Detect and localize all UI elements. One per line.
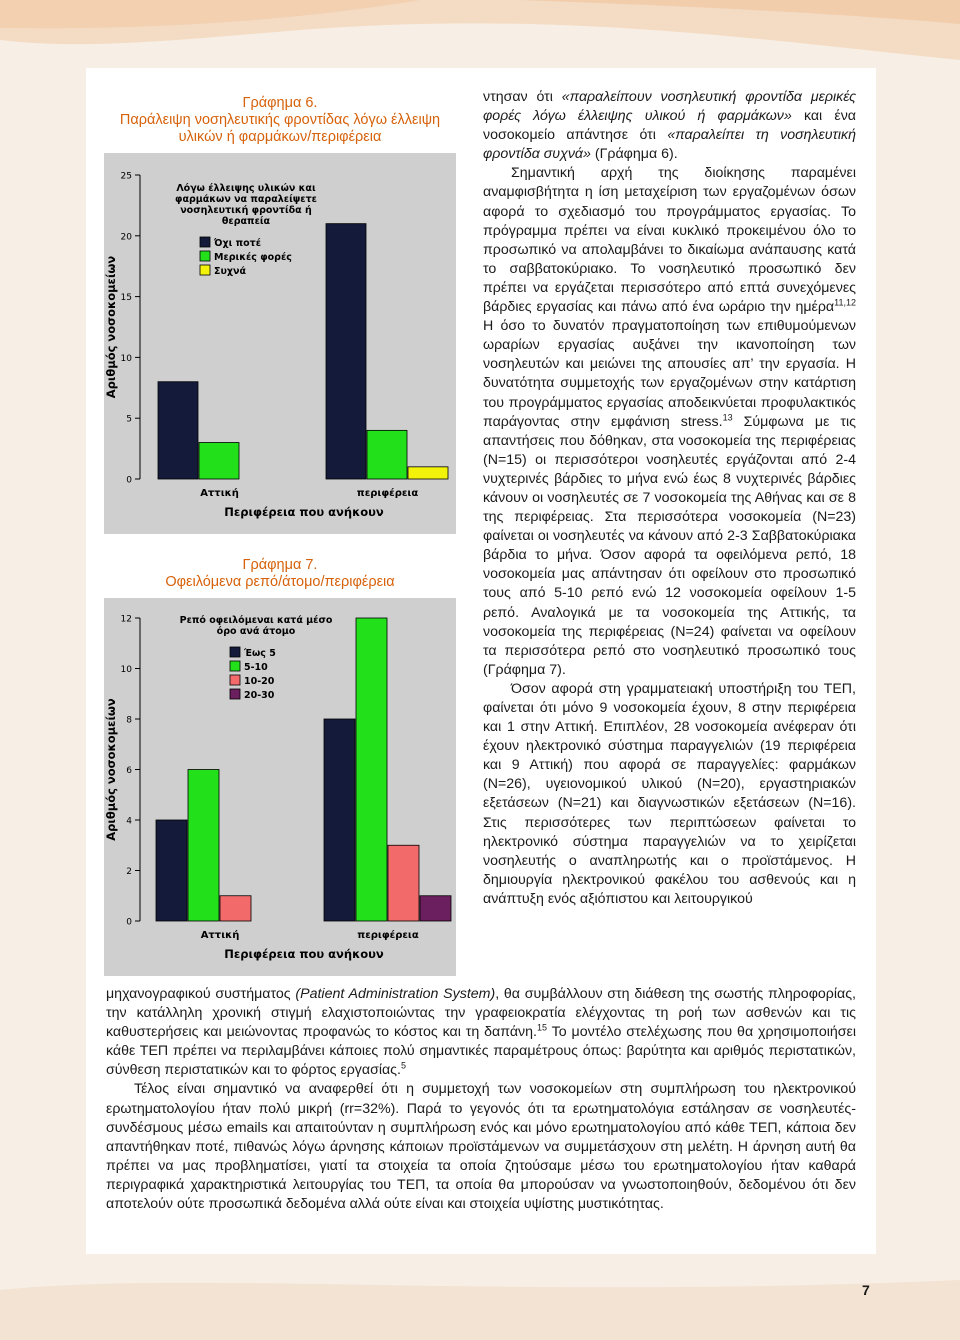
figure-6-title-line: υλικών ή φαρμάκων/περιφέρεια (178, 129, 382, 145)
text-run: μηχανογραφικού συστήματος (106, 986, 296, 1002)
citation-superscript: 13 (722, 411, 733, 422)
figure-6-caption (100, 95, 460, 146)
figure-6-chart-svg (104, 153, 456, 534)
bar-Έως-5 (324, 719, 355, 921)
y-tick-label: 2 (126, 867, 132, 877)
right-text-column (483, 88, 856, 909)
y-tick-label: 15 (120, 293, 132, 304)
y-tick-label: 12 (120, 614, 132, 625)
figure-7-caption (100, 557, 460, 591)
y-tick-label: 8 (126, 715, 132, 726)
y-axis-label: Αριθμός νοσοκομείων (104, 255, 118, 399)
full-width-text (106, 985, 856, 1214)
bar-Μερικές-φορές (367, 430, 407, 479)
bar-10-20 (220, 896, 251, 921)
legend-title-line: Λόγω έλλειψης υλικών και (176, 183, 316, 194)
x-axis-label: Περιφέρεια που ανήκουν (224, 505, 384, 519)
italic-text: «παραλείπουν νοσηλευτική φροντίδα μερικές φορές λόγω έλλειψης υλικού ή φαρμάκων» (483, 89, 856, 125)
legend-title-line: νοσηλευτική φροντίδα ή (180, 205, 312, 216)
text-run: Τέλος είναι σημαντικό να αναφερθεί ότι η συμμετοχή των νοσοκομείων στη συμπλήρωση του ηλεκτρονικού ερωτηματολογίου ήταν πολύ μικρή (rr=32%). Παρά το γεγονός ότι τα ερωτηματολόγια εστάλησαν σε νοσηλευτές-συνδέσμους μέσω emails και απαιτούνταν η συμπλήρωση ενός και μόνο ερωτηματολογίου από κάθε ΤΕΠ, κάποια δεν απαντήθηκαν ποτέ, πιθανώς λόγω άρνησης κάποιων προϊστάμενων να συμμετάσχουν στη μελέτη. Η άρνηση αυτή θα πρέπει να μας προβληματίσει, γιατί τα στοιχεία τα οποία ζητούσαμε μέσω του ερωτηματολογίου ήταν καθαρά περιγραφικά χαρακτηριστικά λειτουργίας του ΤΕΠ, τα οποία θα μπορούσαν να γνωστοποιηθούν, δεδομένου ότι δεν αποτελούν ούτε προσωπικά δεδομένα αλλά ούτε είναι και στοιχεία υψίστης μυστικότητας. (106, 1081, 856, 1213)
x-category-label: περιφέρεια (356, 488, 419, 499)
citation-superscript: 5 (400, 1060, 406, 1071)
y-tick-label: 0 (126, 475, 132, 486)
figure-6-title-line: Παράλειψη νοσηλευτικής φροντίδας λόγω έλλειψη (119, 112, 441, 128)
text-run: Σημαντική αρχή της διοίκησης παραμένει αναμφισβήτητα η ίση μεταχείριση των εργαζομένων όσων αφορά το σχεδιασμό του προγράμματος εργασίας. Το πρόγραμμα πρέπει να είναι κυκλικό προκειμένου όλο το προσωπικό να απολαμβάνει το δικαίωμα ανάπαυσης κατά το σαββατοκύριακο. Το νοσηλευτικό προσωπικό δεν πρέπει να εργάζεται περισσότερο από επτά συνεχόμενες βάρδιες εργασίας και πάνω από ένα ωράριο την ημέρα (483, 165, 856, 316)
legend-title-line: όρο ανά άτομο (216, 626, 296, 637)
legend-entry-label: Έως 5 (244, 648, 276, 659)
y-tick-label: 0 (126, 917, 132, 928)
italic-text: (Patient Administration System) (295, 986, 496, 1002)
figure-7-label: Γράφημα 7. (242, 557, 318, 573)
legend-title-line: θεραπεία (221, 216, 271, 227)
figure-6-chart (104, 153, 456, 534)
page-number: 7 (862, 1282, 870, 1298)
figure-7-title-line: Οφειλόμενα ρεπό/άτομο/περιφέρεια (165, 574, 395, 590)
legend-swatch (200, 237, 210, 247)
paragraph (483, 88, 856, 164)
y-axis-label: Αριθμός νοσοκομείων (104, 698, 118, 841)
bar-Μερικές-φορές (199, 443, 239, 479)
y-tick-label: 5 (126, 414, 132, 425)
legend-entry-label: 10-20 (244, 676, 275, 687)
bar-Συχνά (408, 467, 448, 479)
legend-swatch (230, 689, 240, 699)
paragraph (483, 164, 856, 680)
legend-entry-label: Όχι ποτέ (214, 238, 261, 249)
figure-7-chart (104, 598, 456, 976)
legend-swatch (200, 251, 210, 261)
text-run: ντησαν ότι (483, 89, 562, 105)
figure-7-chart-svg (104, 598, 456, 976)
italic-text: «παραλείπει τη νοσηλευτική φροντίδα συχνά» (483, 127, 856, 163)
legend-entry-label: Μερικές φορές (214, 252, 292, 263)
y-tick-label: 10 (120, 353, 132, 364)
legend-swatch (230, 661, 240, 671)
text-run: και ένα νοσοκομείο απάντησε ότι (483, 108, 856, 144)
bar-Έως-5 (156, 820, 187, 921)
x-axis-label: Περιφέρεια που ανήκουν (224, 947, 384, 961)
legend-swatch (230, 675, 240, 685)
y-tick-label: 20 (120, 232, 132, 243)
x-category-label: περιφέρεια (357, 930, 419, 941)
text-run: Σύμφωνα με τις απαντήσεις που δόθηκαν, στα νοσοκομεία της περιφέρειας (N=15) οι περισσότεροι νοσηλευτές εργάζονται από 2-4 νυχτερινές βάρδιες το μήνα ενώ έως 8 νυχτερινές βάρδιες κάνουν οι νοσηλευτές σε 7 νοσοκομεία της Αθήνας και σε 8 της περιφέρειας. Στα περισσότερα νοσοκομεία (N=23) φαίνεται οι νοσηλευτές να κάνουν από 2-3 Σαββατοκύριακα βάρδια το μήνα. Όσον αφορά τα οφειλόμενα ρεπό, 18 νοσοκομεία μας απάντησαν ότι οφείλουν στο προσωπικό τους από 5-10 ρεπό ενώ 12 νοσοκομεία οφείλουν 1-5 ρεπό. Αναλογικά με τα νοσοκομεία της Αττικής, τα νοσοκομεία της περιφέρειας (N=24) φαίνεται να οφείλουν τα περισσότερα ρεπό στο νοσηλευτικό προσωπικό τους (Γράφημα 7). (483, 413, 856, 678)
y-tick-label: 4 (126, 816, 132, 827)
bar-10-20 (388, 845, 419, 921)
legend-entry-label: 5-10 (244, 662, 268, 673)
bar-5-10 (356, 618, 387, 921)
paragraph (106, 985, 856, 1080)
text-run: , θα συμβάλλουν στη διάθεση της σωστής πληροφορίας, την κατάλληλη χρονική στιγμή ελαχιστοποιώντας την γραφειοκρατία ελέγχοντας τη ροή των ασθενών και τις καθυστερήσεις και μειώνοντας προφανώς το κόστος και τη δαπάνη. (106, 986, 856, 1041)
text-run: Όσον αφορά στη γραμματειακή υποστήριξη του ΤΕΠ, φαίνεται ότι μόνο 9 νοσοκομεία έχουν, 8 στην περιφέρεια και 1 στην Αττική. Επιπλέον, 28 νοσοκομεία ανέφεραν ότι έχουν ηλεκτρονικό σύστημα παραγγελιών (19 περιφέρεια και 9 Αττική) που αφορά σε παραγγελίες: φαρμάκων (N=26), υγειονομικού υλικού (N=20), εργαστηριακών εξετάσεων (N=21) και διαγνωστικών εξετάσεων (N=16). Στις περισσότερες των περιπτώσεων φαίνεται το ηλεκτρονικό σύστημα παραγγελιών να το χειρίζεται νοσηλευτής ο αναπληρωτής και ο προϊστάμενος. Η δημιουργία ηλεκτρονικού φακέλου του ασθενούς και η ανάπτυξη ενός αξιόπιστου και λειτουργικού (483, 680, 856, 907)
legend-swatch (230, 647, 240, 657)
y-tick-label: 6 (126, 766, 132, 776)
y-tick-label: 25 (120, 171, 132, 182)
bar-20-30 (420, 896, 451, 921)
bar-Όχι-ποτέ (158, 382, 198, 479)
bar-5-10 (188, 770, 219, 922)
x-category-label: Αττική (200, 930, 240, 941)
text-run: (Γράφημα 6). (590, 146, 678, 163)
legend-title-line: φαρμάκων να παραλείψετε (175, 194, 317, 205)
legend-title-line: Ρεπό οφειλόμεναι κατά μέσο (179, 615, 333, 626)
paragraph (483, 680, 856, 909)
text-run: Η όσο το δυνατόν πραγματοποίηση των επιθυμούμενων ωραρίων εργασίας αυξάνει την ικανοποίηση των νοσηλευτών και μειώνει της απουσίες απ’ την εργασία. Η δυνατότητα συμμετοχής των εργαζομένων στην κατάρτιση του προγράμματος εργασίας αποδεικνύεται προφυλακτικός παράγοντας στην εμφάνιση stress. (483, 318, 856, 430)
legend-entry-label: 20-30 (244, 690, 275, 701)
citation-superscript: 15 (536, 1022, 547, 1033)
paragraph (106, 1080, 856, 1214)
citation-superscript: 11,12 (834, 297, 856, 308)
legend-entry-label: Συχνά (214, 266, 247, 277)
legend-swatch (200, 265, 210, 275)
text-run: Το μοντέλο στελέχωσης που θα χρησιμοποιήσει κάθε ΤΕΠ πρέπει να περιλαμβάνει κάποιες πολύ σημαντικές παραμέτρους όπως: βαρύτητα και αριθμός περιστατικών, σύνθεση περιστατικών και το φόρτος εργασίας. (106, 1024, 856, 1079)
bar-Όχι-ποτέ (326, 224, 366, 479)
y-tick-label: 10 (120, 665, 132, 675)
x-category-label: Αττική (200, 488, 239, 499)
figure-6-label: Γράφημα 6. (242, 95, 318, 111)
